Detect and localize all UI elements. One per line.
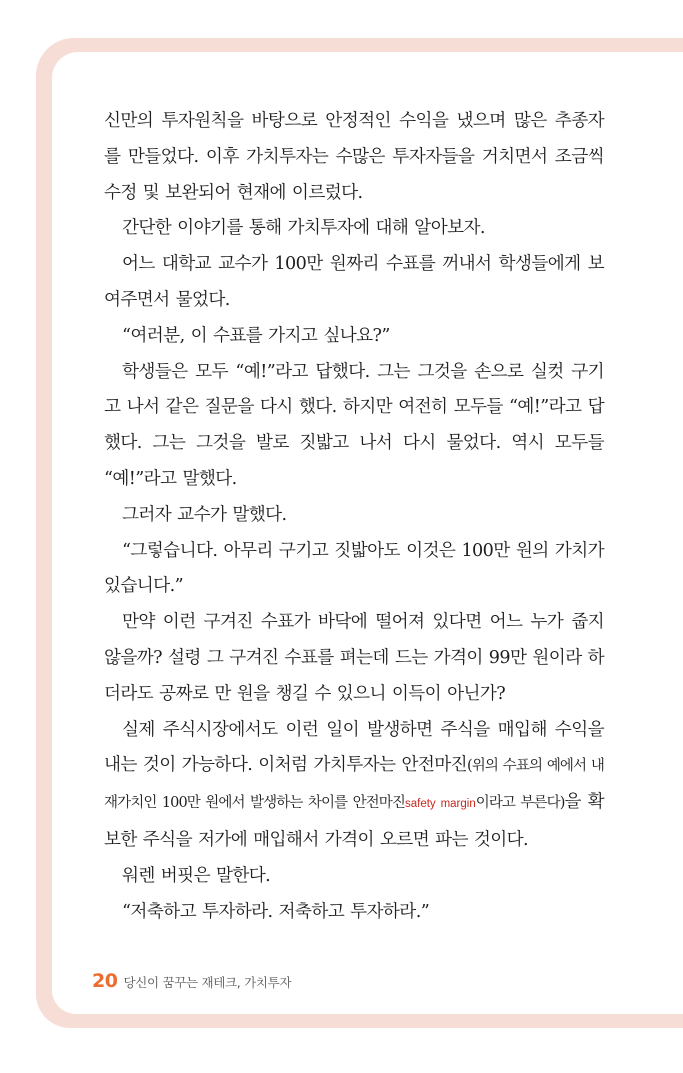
paragraph-8: 만약 이런 구겨진 수표가 바닥에 떨어져 있다면 어느 누가 줍지 않을까? 설령 그 구겨진 수표를 펴는데 드는 가격이 99만 원이라 하더라도 공짜로 만 원을 챙길 수 있으니 이득이 아닌가?	[104, 612, 604, 704]
paragraph-2: 간단한 이야기를 통해 가치투자에 대해 알아보자.	[122, 218, 485, 239]
paragraph-1: 신만의 투자원칙을 바탕으로 안정적인 수익을 냈으며 많은 추종자를 만들었다. 이후 가치투자는 수많은 투자자들을 거치면서 조금씩 수정 및 보완되어 현재에 이르렀다.	[104, 111, 604, 203]
paragraph-9-note-close: 이라고 부른다)	[475, 795, 565, 812]
paragraph-4-quote: “여러분, 이 수표를 가지고 싶나요?”	[122, 325, 390, 346]
page-number: 20	[92, 970, 118, 992]
paragraph-6: 그러자 교수가 말했다.	[122, 504, 287, 525]
paragraph-9-before: 실제 주식시장에서도 이런 일이 발생하면 주식을 매입해 수익을 내는 것이 가능하다. 이처럼 가치투자는 안전마진	[104, 719, 604, 776]
paragraph-7-quote: “그렇습니다. 아무리 구기고 짓밟아도 이것은 100만 원의 가치가 있습니다.”	[104, 540, 604, 597]
safety-margin-term: safety margin	[405, 798, 476, 811]
paragraph-11-quote: “저축하고 투자하라. 저축하고 투자하라.”	[122, 901, 430, 922]
running-title: 당신이 꿈꾸는 재테크, 가치투자	[123, 975, 292, 990]
page-footer	[92, 970, 291, 994]
paragraph-9-after: 을 확보한 주식을 저가에 매입해서 가격이 오르면 파는 것이다.	[104, 792, 604, 850]
paragraph-9-note-open: (위의 수표의 예에서 내재가치인 100만 원에서 발생하는 차이를 안전마진	[104, 758, 604, 812]
paragraph-3: 어느 대학교 교수가 100만 원짜리 수표를 꺼내서 학생들에게 보여주면서 물었다.	[104, 254, 604, 310]
body-text	[104, 104, 604, 930]
paragraph-9	[104, 713, 604, 859]
paragraph-5: 학생들은 모두 “예!”라고 답했다. 그는 그것을 손으로 실컷 구기고 나서 같은 질문을 다시 했다. 하지만 여전히 모두들 “예!”라고 답했다. 그는 그것을 발로 짓밟고 나서 다시 물었다. 역시 모두들 “예!”라고 말했다.	[104, 361, 604, 489]
paragraph-10: 워렌 버핏은 말한다.	[122, 865, 271, 886]
